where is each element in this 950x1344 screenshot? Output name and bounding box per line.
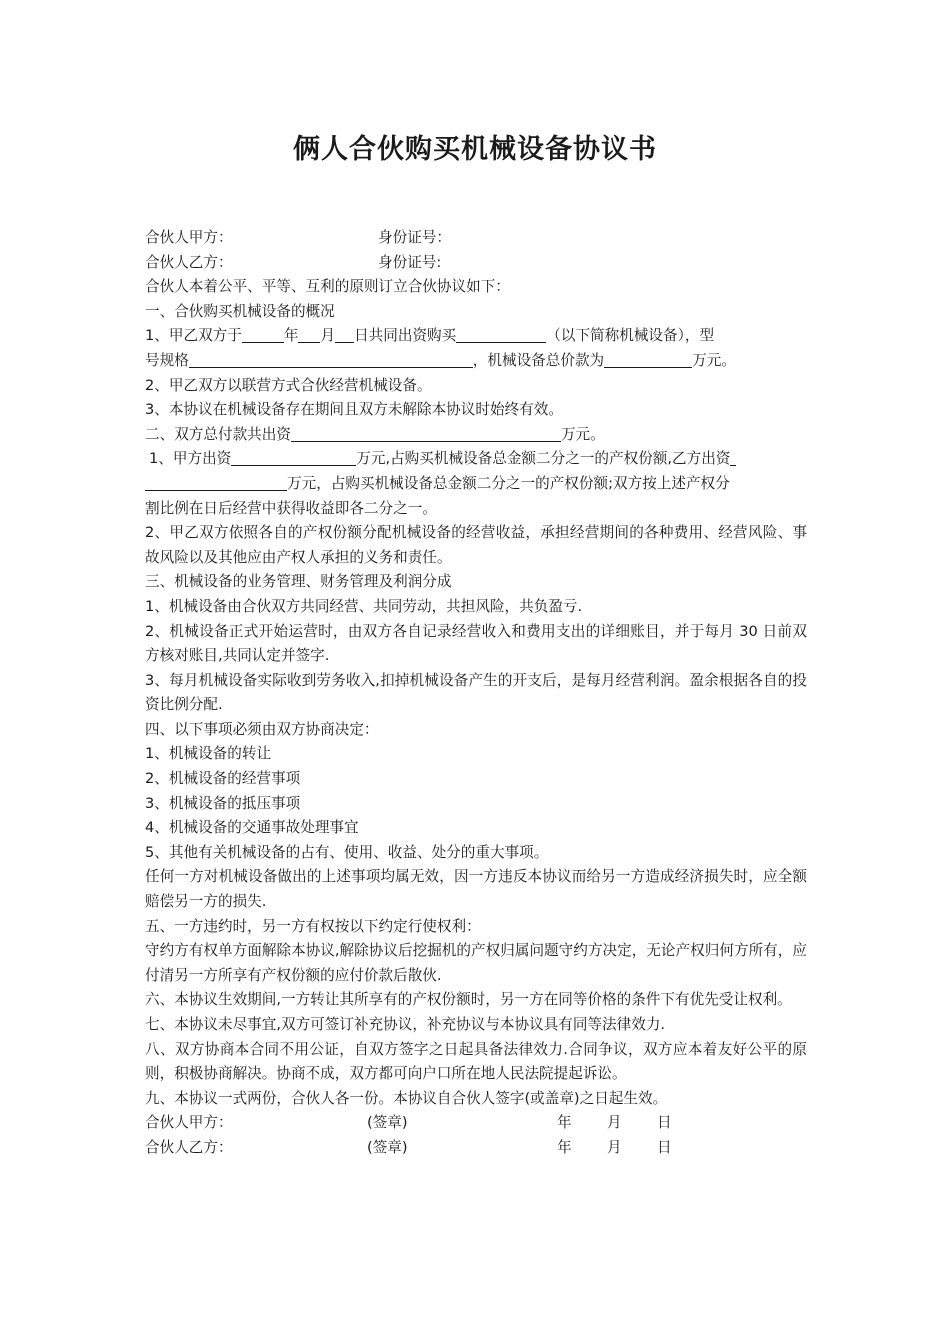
blank-party-a-investment xyxy=(231,449,356,466)
section2-item2: 2、甲乙双方依照各自的产权份额分配机械设备的经营收益，承担经营期间的各种费用、经营风险、事故风险以及其他应由产权人承担的义务和责任。 xyxy=(145,524,807,566)
section3-item1: 1、机械设备由合伙双方共同经营、共同劳动，共担风险，共负盈亏. xyxy=(145,597,583,615)
section2-item1-c: 万元，占购买机械设备总金额二分之一的产权份额;双方按上述产权分 xyxy=(287,474,730,492)
section2-heading xyxy=(145,423,807,448)
id-label-b: 身份证号: xyxy=(378,253,442,271)
section1-item1-line2 xyxy=(145,349,807,374)
blank-year xyxy=(242,326,284,343)
sign-month-a: 月 xyxy=(607,1114,622,1132)
section1-item2: 2、甲乙双方以联营方式合伙经营机械设备。 xyxy=(145,376,432,394)
item1-text-c: 月 xyxy=(320,327,336,345)
section5-text: 守约方有权单方面解除本协议,解除协议后挖掘机的产权归属问题守约方决定，无论产权归何方所有，应付清另一方所享有产权份额的应付价款后散伙. xyxy=(145,942,807,984)
section3-heading: 三、机械设备的业务管理、财务管理及利润分成 xyxy=(145,573,452,591)
item1-text-f: 号规格 xyxy=(145,351,189,369)
section1-item3: 3、本协议在机械设备存在期间且双方未解除本协议时始终有效。 xyxy=(145,401,563,419)
party-a-label: 合伙人甲方： xyxy=(145,229,233,246)
section8-text: 八、双方协商本合同不用公证，自双方签字之日起具备法律效力.合同争议，双方应本着友好公平的原则，积极协商解决。协商不成，双方都可向户口所在地人民法院提起诉讼。 xyxy=(145,1040,807,1083)
sign-party-b-label: 合伙人乙方： xyxy=(145,1138,233,1156)
blank-party-b-investment xyxy=(145,474,287,491)
blank-day xyxy=(335,326,354,343)
intro-line: 合伙人本着公平、平等、互利的原则订立合伙协议如下： xyxy=(145,278,510,296)
blank-model xyxy=(189,351,473,368)
section6-text: 六、本协议生效期间,一方转让其所享有的产权份额时，另一方在同等价格的条件下有优先受让权利。 xyxy=(145,991,792,1009)
sign-day-b: 日 xyxy=(657,1138,672,1156)
section4-item: 2、机械设备的经营事项 xyxy=(145,770,301,788)
section2-item1-line2 xyxy=(145,472,807,497)
item1-text-g: ，机械设备总价款为 xyxy=(472,351,605,369)
item1-text-b: 年 xyxy=(283,327,299,345)
section4-item: 5、其他有关机械设备的占有、使用、收益、处分的重大事项。 xyxy=(145,843,549,861)
section9-text: 九、本协议一式两份，合伙人各一份。本协议自合伙人签字(或盖章)之日起生效。 xyxy=(145,1089,668,1107)
section5-heading: 五、一方违约时，另一方有权按以下约定行使权利： xyxy=(145,917,481,935)
section2-item1-a: 1、甲方出资 xyxy=(149,450,232,468)
seal-label-a: (签章) xyxy=(367,1114,408,1132)
item1-text-h: 万元。 xyxy=(692,351,736,369)
signature-line-b xyxy=(145,1136,807,1161)
section3-item2: 2、机械设备正式开始运营时，由双方各自记录经营收入和费用支出的详细账目，并于每月 30 日前双方核对账目,共同认定并签字. xyxy=(145,622,807,665)
sign-party-a-label: 合伙人甲方： xyxy=(145,1114,233,1132)
section1-heading: 一、合伙购买机械设备的概况 xyxy=(145,302,335,320)
item1-text-e: （以下简称机械设备），型 xyxy=(546,327,715,345)
blank-party-b-investment-start xyxy=(730,449,736,466)
id-label-a: 身份证号： xyxy=(378,229,451,246)
document-title: 俩人合伙购买机械设备协议书 xyxy=(293,134,657,165)
section2-item1-b: 万元,占购买机械设备总金额二分之一的产权份额,乙方出资 xyxy=(356,450,731,468)
section1-item1-line1 xyxy=(145,324,807,349)
header-party-a-line xyxy=(145,226,807,251)
sign-year-a: 年 xyxy=(557,1114,572,1132)
section4-note: 任何一方对机械设备做出的上述事项均属无效，因一方违反本协议而给另一方造成经济损失时，应全额赔偿另一方的损失. xyxy=(145,868,807,911)
item1-text-d: 日共同出资购买 xyxy=(354,327,457,345)
party-b-label: 合伙人乙方： xyxy=(145,253,233,271)
section3-item3: 3、每月机械设备实际收到劳务收入,扣掉机械设备产生的开支后，是每月经营利润。盈余根据各自的投资比例分配. xyxy=(145,671,807,714)
section7-text: 七、本协议未尽事宜,双方可签订补充协议，补充协议与本协议具有同等法律效力. xyxy=(145,1016,666,1033)
section4-item: 4、机械设备的交通事故处理事宜 xyxy=(145,819,359,837)
item1-text-a: 1、甲乙双方于 xyxy=(145,327,242,345)
section2-heading-b: 万元。 xyxy=(560,425,605,443)
section2-heading-a: 二、双方总付款共出资 xyxy=(145,425,291,443)
section4-heading: 四、以下事项必须由双方协商决定： xyxy=(145,720,379,738)
section2-item1-line1 xyxy=(145,447,807,472)
blank-total-price xyxy=(604,351,692,368)
section4-item: 1、机械设备的转让 xyxy=(145,745,272,763)
sign-year-b: 年 xyxy=(557,1138,572,1156)
section2-item1-line3: 割比例在日后经营中获得收益即各二分之一。 xyxy=(145,499,437,517)
blank-month xyxy=(298,326,320,343)
blank-total-investment xyxy=(291,425,561,442)
sign-day-a: 日 xyxy=(657,1114,672,1132)
blank-equipment xyxy=(456,326,546,343)
sign-month-b: 月 xyxy=(607,1138,622,1156)
signature-line-a xyxy=(145,1111,807,1136)
header-party-b-line xyxy=(145,251,807,276)
seal-label-b: (签章) xyxy=(367,1138,408,1156)
section4-item: 3、机械设备的抵压事项 xyxy=(145,794,301,812)
document-body xyxy=(145,226,807,1161)
